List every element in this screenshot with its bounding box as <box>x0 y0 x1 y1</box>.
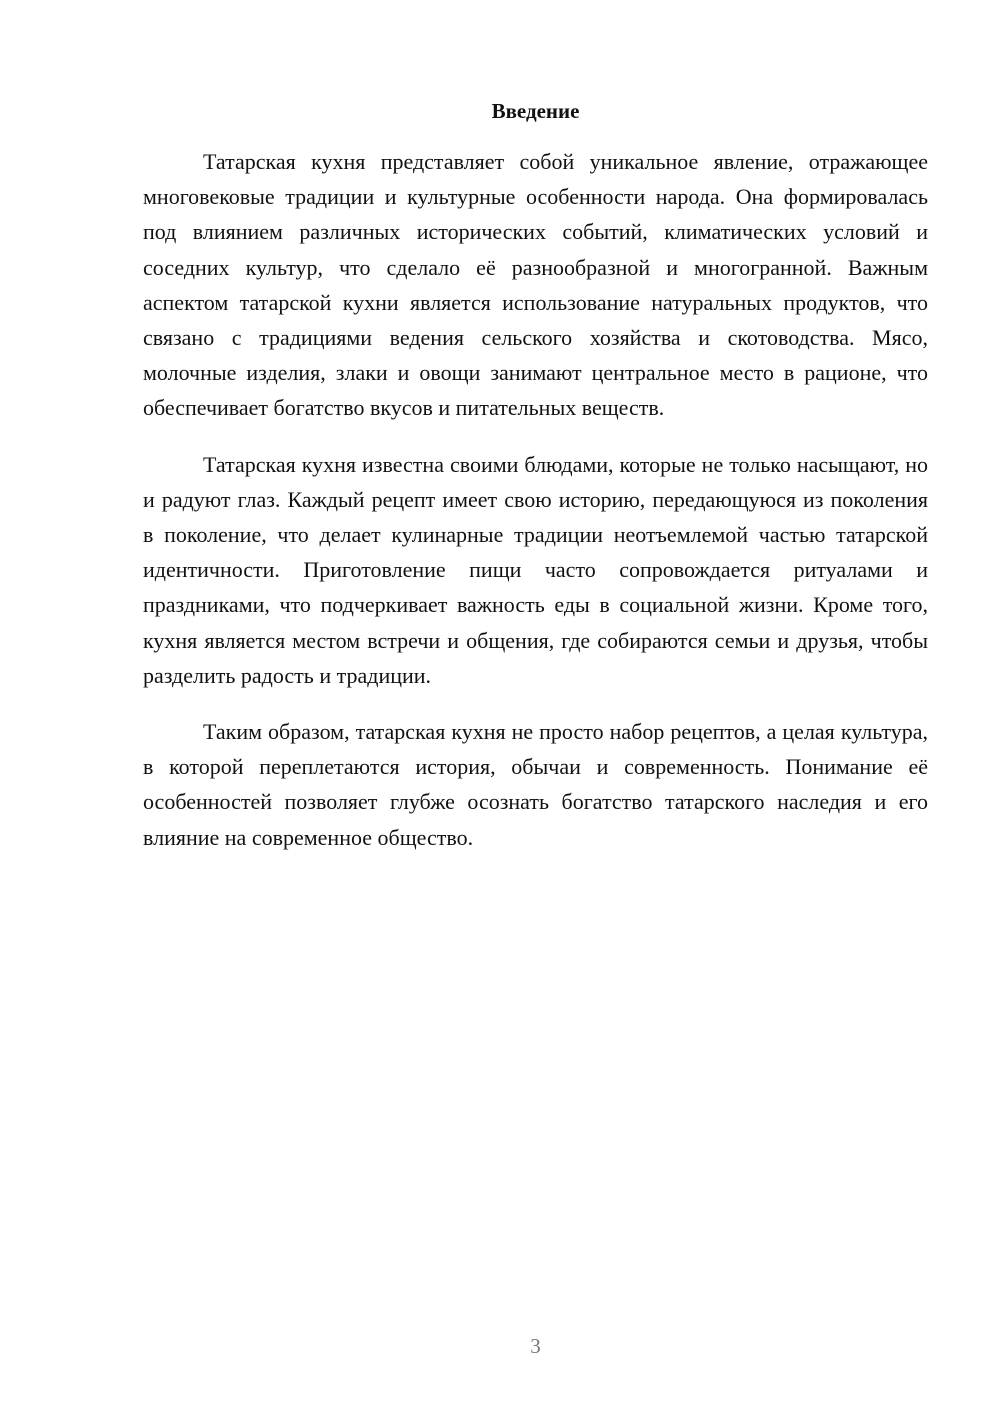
page-number: 3 <box>530 1334 541 1358</box>
paragraph-3: Таким образом, татарская кухня не просто набор рецептов, а целая культура, в которой переплетаются история, обычаи и современность. Понимание её особенностей позволяет глубже осознать богатство татарского наследия и его влияние на современное общество. <box>143 719 928 850</box>
section-heading: Введение <box>491 99 580 123</box>
document-body <box>143 144 928 876</box>
paragraph-1: Татарская кухня представляет собой уникальное явление, отражающее многовековые традиции и культурные особенности народа. Она формировалась под влиянием различных исторических событий, климатических условий и соседних культур, что сделало её разнообразной и многогранной. Важным аспектом татарской кухни является использование натуральных продуктов, что связано с традициями ведения сельского хозяйства и скотоводства. Мясо, молочные изделия, злаки и овощи занимают центральное место в рационе, что обеспечивает богатство вкусов и питательных веществ. <box>143 149 928 421</box>
paragraph-2: Татарская кухня известна своими блюдами, которые не только насыщают, но и радуют глаз. Каждый рецепт имеет свою историю, передающуюся из поколения в поколение, что делает кулинарные традиции неотъемлемой частью татарской идентичности. Приготовление пищи часто сопровождается ритуалами и праздниками, что подчеркивает важность еды в социальной жизни. Кроме того, кухня является местом встречи и общения, где собираются семьи и друзья, чтобы разделить радость и традиции. <box>143 451 928 688</box>
